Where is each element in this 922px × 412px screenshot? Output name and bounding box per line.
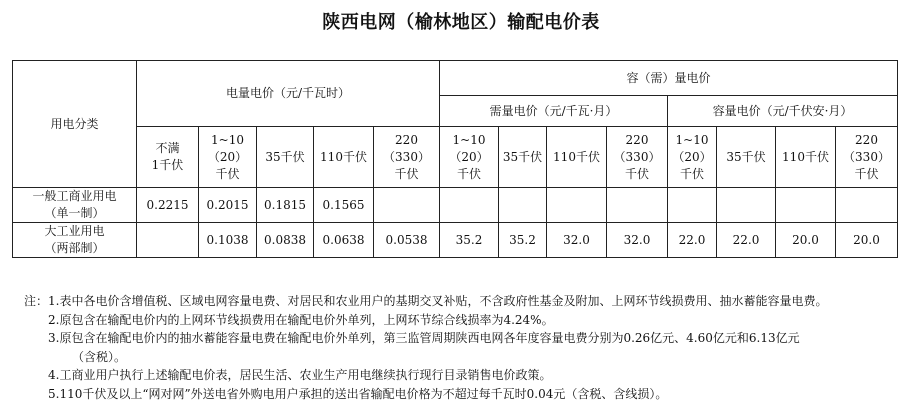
table-cell: 32.0: [607, 223, 668, 258]
table-cell: 0.2015: [199, 188, 257, 223]
notes-prefix: 注：: [24, 294, 49, 308]
demand-voltage-header: 110千伏: [547, 127, 607, 188]
page-title: 陕西电网（榆林地区）输配电价表: [322, 12, 600, 33]
capacity-voltage-header: 35千伏: [717, 127, 776, 188]
notes: [24, 292, 914, 403]
note-2: 2.原包含在输配电价内的上网环节线损费用在输配电价外单列，上网环节综合线损率为4.24%。: [48, 312, 554, 327]
demand-voltage-header: 1~10 （20） 千伏: [440, 127, 499, 188]
table-cell: [374, 188, 440, 223]
table-cell: [668, 188, 717, 223]
table-cell: [137, 223, 199, 258]
table-cell: 0.0838: [257, 223, 314, 258]
table-cell: 35.2: [440, 223, 499, 258]
table-cell: 22.0: [668, 223, 717, 258]
table-cell: 32.0: [547, 223, 607, 258]
demand-voltage-header: 220 （330） 千伏: [607, 127, 668, 188]
note-3-continued: （含税）。: [72, 349, 127, 364]
table-cell: 0.1565: [314, 188, 374, 223]
energy-price-header: 电量电价（元/千瓦时）: [137, 61, 440, 127]
capacity-demand-price-header: 容（需）量电价: [440, 61, 898, 96]
row-label: 大工业用电 （两部制）: [13, 223, 137, 258]
energy-voltage-header: 35千伏: [257, 127, 314, 188]
capacity-voltage-header: 110千伏: [776, 127, 836, 188]
table-row: [13, 188, 898, 223]
row-label: 一般工商业用电 （单一制）: [13, 188, 137, 223]
voltage-header-row: [13, 127, 898, 188]
table-cell: [607, 188, 668, 223]
energy-voltage-header: 不满 1千伏: [137, 127, 199, 188]
table-cell: 0.2215: [137, 188, 199, 223]
capacity-price-header: 容量电价（元/千伏安·月）: [668, 96, 898, 127]
table-cell: [499, 188, 547, 223]
table-cell: [440, 188, 499, 223]
table-cell: [547, 188, 607, 223]
table-cell: 0.0538: [374, 223, 440, 258]
capacity-voltage-header: 1~10 （20） 千伏: [668, 127, 717, 188]
table-cell: 0.0638: [314, 223, 374, 258]
energy-voltage-header: 110千伏: [314, 127, 374, 188]
category-header: 用电分类: [13, 61, 137, 188]
table-cell: 22.0: [717, 223, 776, 258]
table-cell: [776, 188, 836, 223]
capacity-voltage-header: 220 （330） 千伏: [836, 127, 898, 188]
energy-voltage-header: 1~10（20） 千伏: [199, 127, 257, 188]
table-row: [13, 223, 898, 258]
tariff-table: [12, 60, 898, 258]
note-5: 5.110千伏及以上“网对网”外送电省外购电用户承担的送出省输配电价格为不超过每千瓦时0.04元（含税、含线损）。: [48, 386, 668, 401]
table-cell: 20.0: [776, 223, 836, 258]
table-cell: [717, 188, 776, 223]
table-cell: 35.2: [499, 223, 547, 258]
table-cell: 20.0: [836, 223, 898, 258]
note-4: 4.工商业用户执行上述输配电价表，居民生活、农业生产用电继续执行现行目录销售电价政策。: [48, 368, 552, 382]
note-3: 3.原包含在输配电价内的抽水蓄能容量电费在输配电价外单列，第三监管周期陕西电网各年度容量电费分别为0.26亿元、4.60亿元和6.13亿元: [48, 331, 800, 345]
table-cell: [836, 188, 898, 223]
demand-voltage-header: 35千伏: [499, 127, 547, 188]
table-cell: 0.1815: [257, 188, 314, 223]
table-cell: 0.1038: [199, 223, 257, 258]
demand-price-header: 需量电价（元/千瓦·月）: [440, 96, 668, 127]
note-1: 1.表中各电价含增值税、区域电网容量电费、对居民和农业用户的基期交叉补贴，不含政府性基金及附加、上网环节线损费用、抽水蓄能容量电费。: [48, 294, 828, 308]
energy-voltage-header: 220（330） 千伏: [374, 127, 440, 188]
